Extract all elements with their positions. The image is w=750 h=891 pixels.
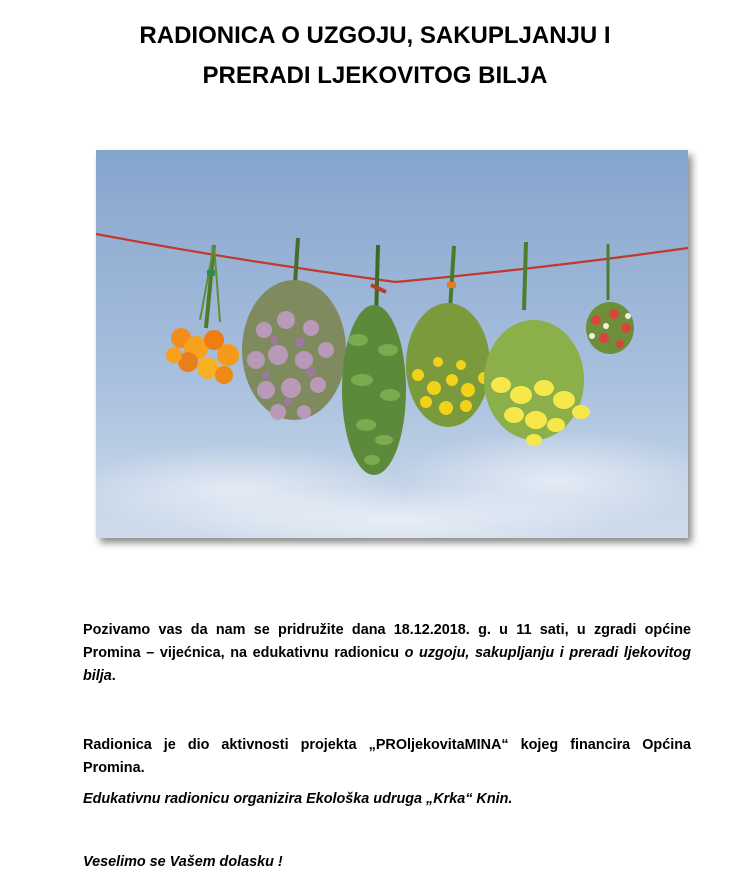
herb-photo: [96, 150, 688, 538]
title-line-1: RADIONICA O UZGOJU, SAKUPLJANJU I: [139, 22, 611, 49]
workshop-topic: o uzgoju, sakupljanju i preradi ljekovitog bilja: [83, 645, 691, 684]
organizer-paragraph: Edukativnu radionicu organizira Ekološka udruga „Krka“ Knin.: [83, 791, 513, 807]
project-paragraph: Radionica je dio aktivnosti projekta „PROljekovitaMINA“ kojeg financira Općina Promina.: [83, 737, 691, 776]
invitation-end: .: [111, 668, 116, 684]
title-line-2: PRERADI LJEKOVITOG BILJA: [202, 62, 548, 89]
invitation-text: Pozivamo vas da nam se pridružite dana 18.12.2018. g. u 11 sati, u zgradi općine Promina – vijećnica, na edukativnu radionicu: [83, 622, 691, 661]
closing-line: Veselimo se Vašem dolasku !: [83, 854, 283, 870]
page-title: [0, 16, 750, 96]
invitation-paragraph: [83, 619, 691, 688]
herb-photo-illustration: [96, 150, 688, 538]
